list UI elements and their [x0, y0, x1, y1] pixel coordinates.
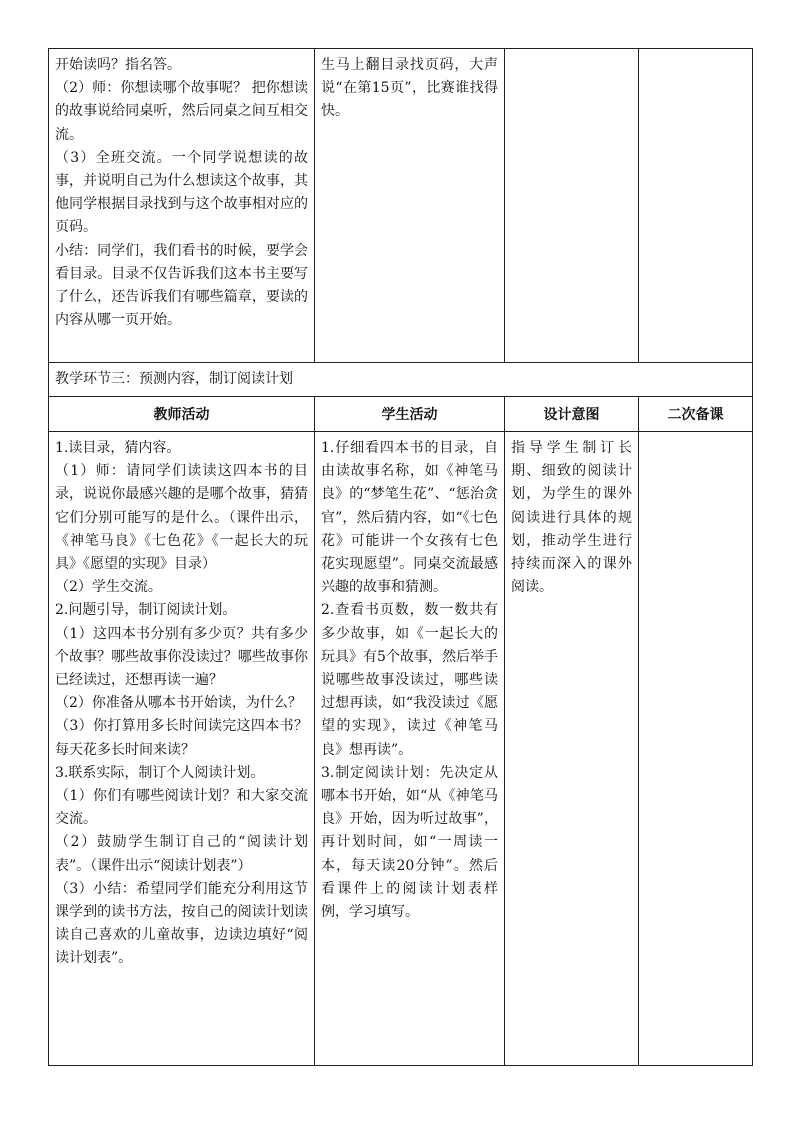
teacher-activity-line: （1）你们有哪些阅读计划？和大家交流交流。: [55, 788, 308, 828]
teacher-activity-cell: [49, 432, 315, 1066]
teacher-activity-line: （2）鼓励学生制订自己的“阅读计划表”。（课件出示“阅读计划表”）: [55, 834, 308, 874]
header-second-prep: 二次备课: [639, 397, 753, 432]
design-intent-cell: [505, 49, 639, 363]
student-activity-line: 2.查看书页数，数一数共有多少故事，如《一起长大的玩具》有5个故事，然后举手说哪些故事没读过，哪些读过想再读，如“我没读过《愿望的实现》，读过《神笔马良》想再读”。: [321, 602, 498, 758]
second-prep-cell: [639, 49, 753, 363]
student-activity-line: 1.仔细看四本书的目录，自由读故事名称，如《神笔马良》的“梦笔生花”、“惩治贪官”，然后猜内容，如“《七色花》可能讲一个女孩有七色花实现愿望”。同桌交流最感兴趣的故事和猜测。: [321, 440, 498, 596]
header-row: [49, 397, 753, 432]
design-intent-cell: [505, 432, 639, 1066]
lesson-plan-table: [48, 48, 753, 1066]
teacher-activity-line: （1）师：请同学们读读这四本书的目录，说说你最感兴趣的是哪个故事，猜猜它们分别可能写的是什么。（课件出示，《神笔马良》《七色花》《一起长大的玩具》《愿望的实现》目录）: [55, 463, 308, 573]
teacher-activity-line: 2.问题引导，制订阅读计划。: [55, 602, 237, 619]
teacher-activity-cell: [49, 49, 315, 363]
section-title-cell: [49, 363, 753, 397]
header-design-intent: 设计意图: [505, 397, 639, 432]
activity-row: [49, 432, 753, 1066]
continued-activity-row: [49, 49, 753, 363]
student-activity-cell: [315, 432, 505, 1066]
teacher-activity-line: （3）你打算用多长时间读完这四本书？每天花多长时间来读？: [55, 718, 308, 758]
student-activity-cell: [315, 49, 505, 363]
teacher-activity-line: （1）这四本书分别有多少页？共有多少个故事？哪些故事你没读过？哪些故事你已经读过，还想再读一遍？: [55, 625, 308, 689]
section-row: [49, 363, 753, 397]
design-intent-text: 指导学生制订长期、细致的阅读计划，为学生的课外阅读进行具体的规划，推动学生进行持续而深入的课外阅读。: [511, 440, 632, 596]
teacher-activity-line: 3.联系实际，制订个人阅读计划。: [55, 764, 265, 781]
teacher-activity-line: （2）师：你想读哪个故事呢？ 把你想读的故事说给同桌听，然后同桌之间互相交流。: [55, 80, 308, 143]
design-intent-text: [505, 49, 638, 60]
student-activity-line: 生马上翻目录找页码，大声说“在第15页”，比赛谁找得快。: [321, 57, 498, 120]
second-prep-text: [639, 49, 752, 60]
teacher-activity-line: （3）全班交流。一个同学说想读的故事，并说明自己为什么想读这个故事，其他同学根据目录找到与这个故事相对应的页码。: [55, 149, 308, 236]
teacher-activity-line: 小结：同学们，我们看书的时候，要学会看目录。目录不仅告诉我们这本书主要写了什么，还告诉我们有哪些篇章，要读的内容从哪一页开始。: [55, 242, 308, 329]
second-prep-cell: [639, 432, 753, 1066]
header-teacher-activity: 教师活动: [49, 397, 315, 432]
section-title: 教学环节三：预测内容，制订阅读计划: [55, 370, 293, 387]
teacher-activity-line: 开始读吗？指名答。: [55, 57, 181, 73]
header-student-activity: 学生活动: [315, 397, 505, 432]
teacher-activity-line: （2）你准备从哪本书开始读，为什么？: [55, 695, 302, 712]
teacher-activity-line: （3）小结：希望同学们能充分利用这节课学到的读书方法，按自己的阅读计划读读自己喜欢的儿童故事，边读边填好“阅读计划表”。: [55, 880, 308, 967]
second-prep-text: [639, 432, 752, 443]
teacher-activity-line: 1.读目录，猜内容。: [55, 440, 181, 456]
student-activity-line: 3.制定阅读计划：先决定从哪本书开始，如“从《神笔马良》开始，因为听过故事”，再计划时间，如“一周读一本，每天读20分钟”。然后看课件上的阅读计划表样例，学习填写。: [321, 764, 498, 921]
teacher-activity-line: （2）学生交流。: [55, 579, 162, 596]
